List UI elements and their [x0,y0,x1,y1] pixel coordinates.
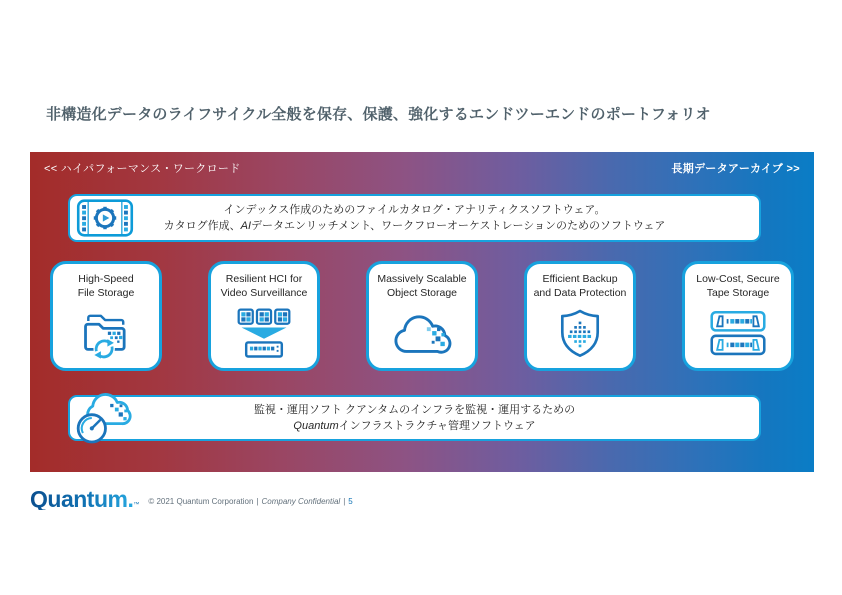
page-number: 5 [348,497,353,506]
gradient-banner [30,152,814,472]
card-backup-protection [524,261,636,371]
trademark-mark: ™ [133,502,140,508]
card-label: Efficient Backup and Data Protection [533,273,627,299]
card-tape-storage [682,261,794,371]
hci-servers-icon [234,300,294,368]
footer-fineprint: © 2021 Quantum Corporation | Company Confidential | 5 [148,497,353,506]
film-gear-play-icon [76,199,134,242]
card-resilient-hci [208,261,320,371]
monitoring-line1: 監視・運用ソフト クアンタムのインフラを監視・運用するための [253,404,576,416]
banner-label-high-performance: << ハイパフォーマンス・ワークロード [44,163,241,175]
cloud-object-icon [390,300,454,368]
monitoring-line2: Quantumインフラストラクチャ管理ソフトウェア [293,420,536,432]
tape-cartridges-icon [709,300,767,368]
catalog-analytics-line2: カタログ作成、AIデータエンリッチメント、ワークフローオーケストレーションのためのソフトウェア [163,220,666,232]
copyright-text: © 2021 Quantum Corporation [148,497,254,506]
catalog-analytics-box [68,194,761,242]
card-label: Resilient HCI for Video Surveillance [220,273,308,299]
card-high-speed-file-storage [50,261,162,371]
card-label: Low-Cost, Secure Tape Storage [696,273,780,299]
quantum-logo: Quantum. [30,486,134,512]
monitoring-box [68,395,761,441]
banner-label-archive: 長期データアーカイブ >> [671,163,800,175]
product-cards-row [50,261,794,371]
catalog-analytics-line1: インデックス作成のためのファイルカタログ・アナリティクスソフトウェア。 [223,204,606,216]
card-object-storage [366,261,478,371]
card-label: Massively Scalable Object Storage [377,273,467,299]
footer [30,488,353,510]
cloud-gauge-icon [73,390,137,451]
shield-dots-icon [557,300,603,368]
confidential-text: Company Confidential [261,497,341,506]
page-title: 非構造化データのライフサイクル全般を保存、保護、強化するエンドツーエンドのポートフォリオ [46,106,711,123]
card-label: High-Speed File Storage [77,273,135,299]
folder-sync-icon [79,300,133,368]
